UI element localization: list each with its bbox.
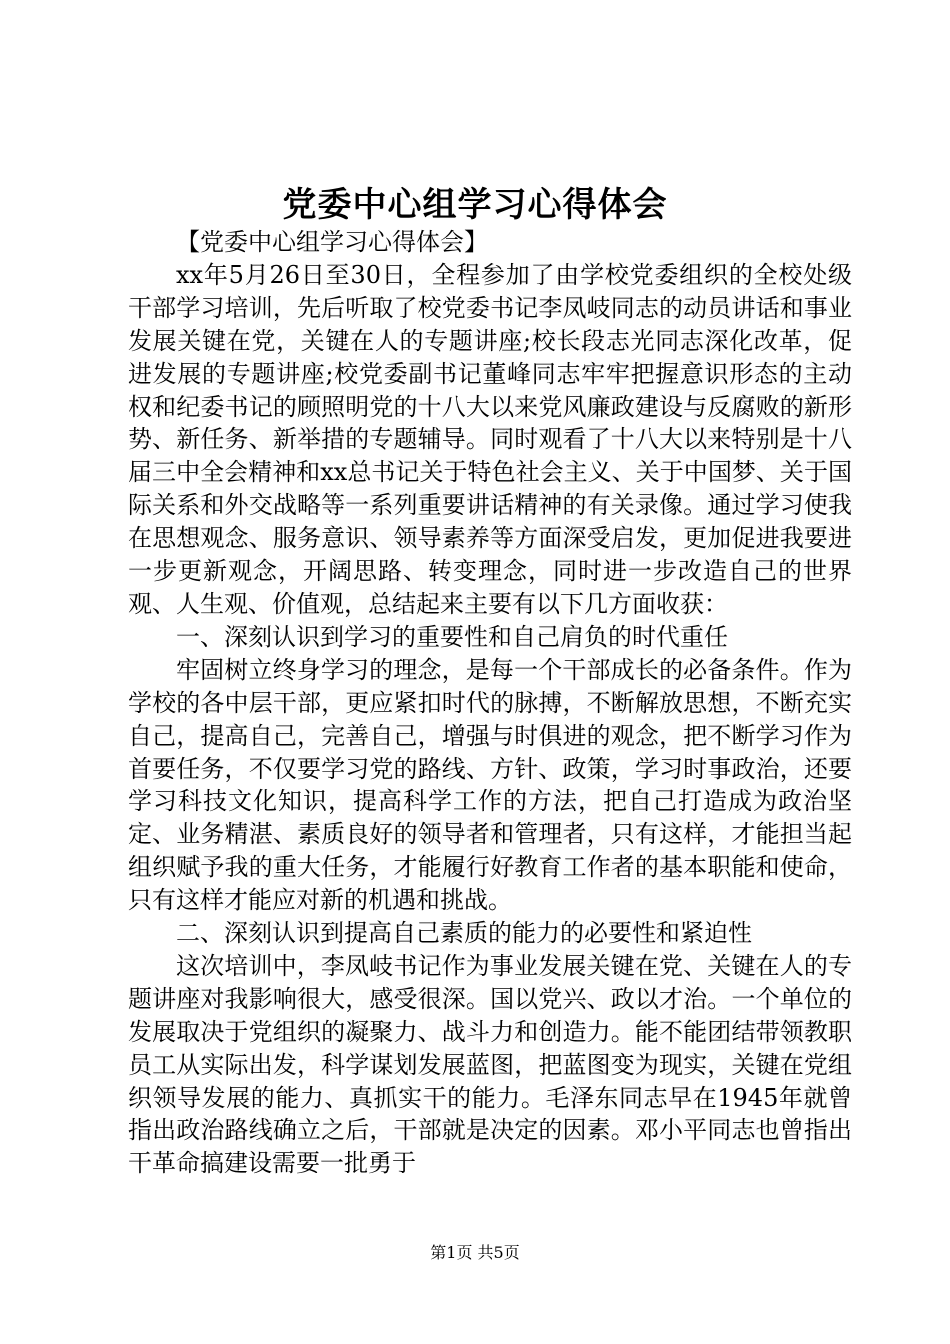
document-body bbox=[128, 226, 852, 1180]
paragraph-intro: xx年5月26日至30日，全程参加了由学校党委组织的全校处级干部学习培训，先后听取了校党委书记李凤岐同志的动员讲话和事业发展关键在党，关键在人的专题讲座;校长段志光同志深化改革，促进发展的专题讲座;校党委副书记董峰同志牢牢把握意识形态的主动权和纪委书记的顾照明党的十八大以来党风廉政建设与反腐败的新形势、新任务、新举措的专题辅导。同时观看了十八大以来特别是十八届三中全会精神和xx总书记关于特色社会主义、关于中国梦、关于国际关系和外交战略等一系列重要讲话精神的有关录像。通过学习使我在思想观念、服务意识、领导素养等方面深受启发，更加促进我要进一步更新观念，开阔思路、转变理念，同时进一步改造自己的世界观、人生观、价值观，总结起来主要有以下几方面收获： bbox=[128, 260, 852, 618]
section-heading-2: 二、深刻认识到提高自己素质的能力的必要性和紧迫性 bbox=[176, 919, 752, 948]
paragraph-heading-bracket: 【党委中心组学习心得体会】 bbox=[176, 228, 488, 256]
document-title: 党委中心组学习心得体会 bbox=[282, 185, 668, 225]
paragraph-section-1: 牢固树立终身学习的理念，是每一个干部成长的必备条件。作为学校的各中层干部，更应紧扣时代的脉搏，不断解放思想，不断充实自己，提高自己，完善自己，增强与时俱进的观念，把不断学习作为首要任务，不仅要学习党的路线、方针、政策，学习时事政治，还要学习科技文化知识，提高科学工作的方法，把自己打造成为政治坚定、业务精湛、素质良好的领导者和管理者，只有这样，才能担当起组织赋予我的重大任务，才能履行好教育工作者的基本职能和使命，只有这样才能应对新的机遇和挑战。 bbox=[128, 655, 852, 915]
section-heading-1: 一、深刻认识到学习的重要性和自己肩负的时代重任 bbox=[176, 622, 728, 651]
page-number-footer: 第1页 共5页 bbox=[430, 1243, 520, 1262]
paragraph-section-2: 这次培训中，李凤岐书记作为事业发展关键在党、关键在人的专题讲座对我影响很大，感受很深。国以党兴、政以才治。一个单位的发展取决于党组织的凝聚力、战斗力和创造力。能不能团结带领教职员工从实际出发，科学谋划发展蓝图，把蓝图变为现实，关键在党组织领导发展的能力、真抓实干的能力。毛泽东同志早在1945年就曾指出政治路线确立之后，干部就是决定的因素。邓小平同志也曾指出干革命搞建设需要一批勇于 bbox=[128, 951, 852, 1178]
